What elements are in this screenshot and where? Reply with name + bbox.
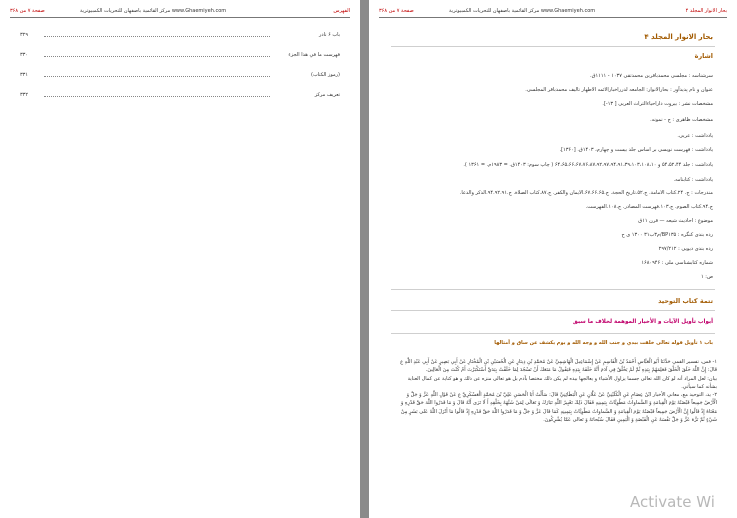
chapter-heading: أبواب تأويل الآيات و الأخبار الموهمة لخلاف ما سبق <box>572 319 713 325</box>
left-page <box>0 0 360 518</box>
divider <box>391 46 715 47</box>
metadata-line: ج.۹۴.کتاب الصوم. ج.۱۰۳.فهرست المصادر. ج.۱۰۸.الفهرست. <box>585 204 713 210</box>
metadata-line: یادداشت : کتابنامه. <box>673 177 713 183</box>
right-page <box>369 0 737 518</box>
toc-item-title: (رموز الكتاب) <box>311 72 340 78</box>
header-site-text: مركز القائمية باصفهان للتحريات الكمبيوترية www.Ghaemiyeh.com <box>80 8 227 14</box>
metadata-line: مشخصات نشر : بیروت داراحیاءالتراث العربی [ ۱۳-]. <box>602 101 713 107</box>
header-site-text: مركز القائمية باصفهان للتحريات الكمبيوترية www.Ghaemiyeh.com <box>449 8 596 14</box>
page-ref: ص: ۱ <box>700 274 713 280</box>
metadata-line: عنوان و نام پدیدآور : بحارالانوار: الجامعه لدرراخبارالائمه الاطهار تالیف محمدباقر المجلسی. <box>525 87 713 93</box>
metadata-line: سرشناسه : مجلسی محمدباقربن محمدتقی ۱۰۳۷ - ۱۱۱۱ق. <box>589 73 713 79</box>
toc-item-title: باب ۶ نادر <box>318 32 340 38</box>
divider <box>391 333 715 334</box>
toc-item-title: تعريف مركز <box>314 92 340 98</box>
section-heading-ishara: اشارة <box>694 52 713 60</box>
toc-item-title: فهرست ما في هذا الجزء <box>288 52 340 58</box>
activate-windows-watermark: Activate Wi <box>630 493 715 511</box>
paragraph: بيان: لعل المراد أنه لو كان الله تعالى جسما يزاول الأشياء و يعالجها بيده لم يكن ذلك مختصا بآدم بل هو تعالى منزه عن ذلك و هو كناية عن كمال العناية بشأنه كما سيأتي. <box>407 375 717 390</box>
paragraph: ۱- فس، تفسير القمي حَدَّثَنَا أَبُو الْعَبَّاسِ أَحْمَدُ بْنُ الْقَاسِمِ عَنْ إِسْمَاعِيلَ الْهَاشِمِيِّ عَنْ مُحَمَّدِ بْنِ دِينَارٍ عَنِ الْحُسَيْنِ بْنِ الْمُخْتَارِ عَنْ أَبِي بَصِيرٍ عَنْ أَبِي عَبْدِ اللَّهِ ع قَالَ: إِنَّ اللَّهَ خَلَقَ الْخَلْقَ فَعَلِمَهُمْ بِيَدِهِ ثُمَّ لَمْ يَخْلُقْ فِي آدَمَ أَنَّهُ خَلَقَهُ بِيَدِهِ فَيَقُولُ مَا مَنَعَكَ أَنْ تَسْجُدَ لِمَا خَلَقْتُ بِيَدَيَّ أَسْتَكْبَرْتَ أَمْ كُنْتَ مِنَ الْعَالِينَ. <box>400 359 717 374</box>
metadata-line: یادداشت : فهرست نویسی بر اساس جلد بیست و چهارم، ۱۴۰۳ق. [۱۳۶۰]. <box>559 147 713 153</box>
metadata-line: یادداشت : جلد ۵۴،۵۲،۴۴ و ۶۴،۶۵،۶۶،۶۷،۷۶،۸۷،۹۲،۹۷،۹۴،۹۱،۳۹،۱۰۳،۱۰۸،۱۰ ( چاپ سوم: ۱۴۰۳ق. = ۱۹۸۳م. = ۱۳۶۱ ). <box>463 162 713 168</box>
metadata-line: شماره کتابشناسی ملی : ۱۶۸۰۹۴۶ <box>641 260 713 266</box>
section-heading-tawhid: تتمة كتاب التوحيد <box>658 297 713 305</box>
toc-item[interactable]: ۳۳۰ فهرست ما في هذا الجزء <box>20 52 340 58</box>
page-header <box>10 6 350 18</box>
metadata-line: یادداشت : عربی. <box>677 133 713 139</box>
body-text <box>397 358 717 424</box>
page-number-label: صفحة ۷ من ۳۶۸ <box>10 8 45 14</box>
toc-item[interactable]: ۳۳۱ (رموز الكتاب) <box>20 72 340 78</box>
metadata-line: مشخصات ظاهری : ج - نمونه. <box>650 117 713 123</box>
bab-heading: باب ۱ تأويل قوله تعالى خلقت بيدي و جنب الله و وجه الله و يوم يكشف عن ساق و أمثالها <box>494 340 713 346</box>
metadata-line: موضوع : احادیث شیعه — قرن ۱۱ق <box>638 218 713 224</box>
divider <box>391 310 715 311</box>
header-section-title: بحار الانوار المجلد ۴ <box>685 8 727 14</box>
book-title: بحار الانوار المجلد ۴ <box>644 33 713 41</box>
paragraph: ۲- يد، التوحيد مع، معاني الأخبار ابْنُ عِصَامٍ عَنِ الْكُلَيْنِيِّ عَنْ عَلَّانٍ عَنِ الْبَطَائِنِيِّ قَالَ: سَأَلْتُ أَبَا الْحَسَنِ عَلِيَّ بْنَ مُحَمَّدٍ الْعَسْكَرِيَّ ع عَنْ قَوْلِ اللَّهِ عَزَّ وَ جَلَّ وَ الْأَرْضُ جَمِيعاً قَبْضَتُهُ يَوْمَ الْقِيامَةِ وَ السَّماواتُ مَطْوِيَّاتٌ بِيَمِينِهِ فَقَالَ ذَلِكَ تَعْيِيرُ اللَّهِ تَبَارَكَ وَ تَعَالَى لِمَنْ شَبَّهَهُ بِخَلْقِهِ أَ لَا تَرَى أَنَّهُ قَالَ وَ مَا قَدَرُوا اللَّهَ حَقَّ قَدْرِهِ وَ مَعْنَاهُ إِذْ قَالُوا إِنَّ الْأَرْضَ جَمِيعاً قَبْضَتُهُ يَوْمَ الْقِيامَةِ وَ السَّماواتُ مَطْوِيَّاتٌ بِيَمِينِهِ كَمَا قَالَ عَزَّ وَ جَلَّ وَ مَا قَدَرُوا اللَّهَ حَقَّ قَدْرِهِ إِذْ قَالُوا مَا أَنْزَلَ اللَّهُ عَلى بَشَرٍ مِنْ شَيْءٍ ثُمَّ نَزَّهَ عَزَّ وَ جَلَّ نَفْسَهُ عَنِ الْقَبْضَةِ وَ الْيَمِينِ فَقَالَ سُبْحانَهُ وَ تَعالى عَمَّا يُشْرِكُونَ. <box>400 392 717 424</box>
page-header <box>379 6 727 18</box>
toc-item[interactable]: ۳۳۲ تعريف مركز <box>20 92 340 98</box>
divider <box>391 289 715 290</box>
metadata-line: رده بندی دیویی : ۲۹۷/۲۱۲ <box>658 246 713 252</box>
metadata-line: مندرجات : ج. ۲۴.کتاب الامامة. ج.۵۲.تاریخ الحجة. ج.۶۷.۶۶.۶۵.الایمان والکفر. ج.۸۷.کتاب الصلاة. ج.۹۴.۹۲.۹۱.الذکر والدعا. <box>459 190 713 196</box>
page-number-label: صفحة ۷ من ۳۶۸ <box>379 8 414 14</box>
toc-item[interactable]: ۳۲۹ باب ۶ نادر <box>20 32 340 38</box>
header-section-title: الفهرس <box>333 8 350 14</box>
metadata-line: رده بندی کنگره : BP۱۳۵/م۳ب۳۱ ۱۳۰۰ ی ح <box>621 232 713 238</box>
